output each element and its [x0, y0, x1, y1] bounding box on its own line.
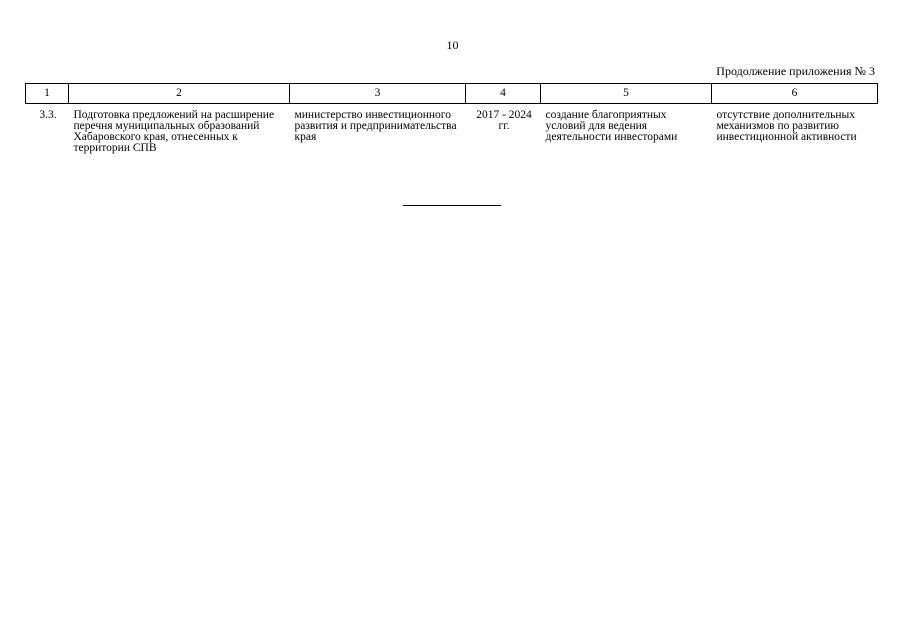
column-header-6: 6	[712, 84, 878, 104]
consequence-cell: отсутствие дополнительных механизмов по развитию инвестиционной активности	[716, 109, 857, 143]
row-number-cell: 3.3.	[39, 109, 57, 121]
column-header-2: 2	[69, 84, 290, 104]
result-cell: создание благоприятных условий для ведения деятельности инвесторами	[545, 109, 678, 143]
table-row	[26, 104, 878, 155]
executor-cell: министерство инвестиционного развития и предпринимательства края	[294, 109, 457, 143]
column-header-1: 1	[26, 84, 69, 104]
column-header-4: 4	[466, 84, 541, 104]
appendix-table	[25, 83, 878, 154]
column-number-row	[26, 84, 878, 104]
activity-cell: Подготовка предложений на расширение перечня муниципальных образований Хабаровского края, отнесенных к территории СПВ	[73, 109, 275, 154]
period-cell: 2017 - 2024 гг.	[476, 109, 532, 132]
page-number: 10	[446, 38, 459, 52]
column-header-5: 5	[541, 84, 712, 104]
closing-divider	[403, 205, 501, 206]
column-header-3: 3	[290, 84, 466, 104]
appendix-continuation-label: Продолжение приложения № 3	[716, 64, 875, 78]
